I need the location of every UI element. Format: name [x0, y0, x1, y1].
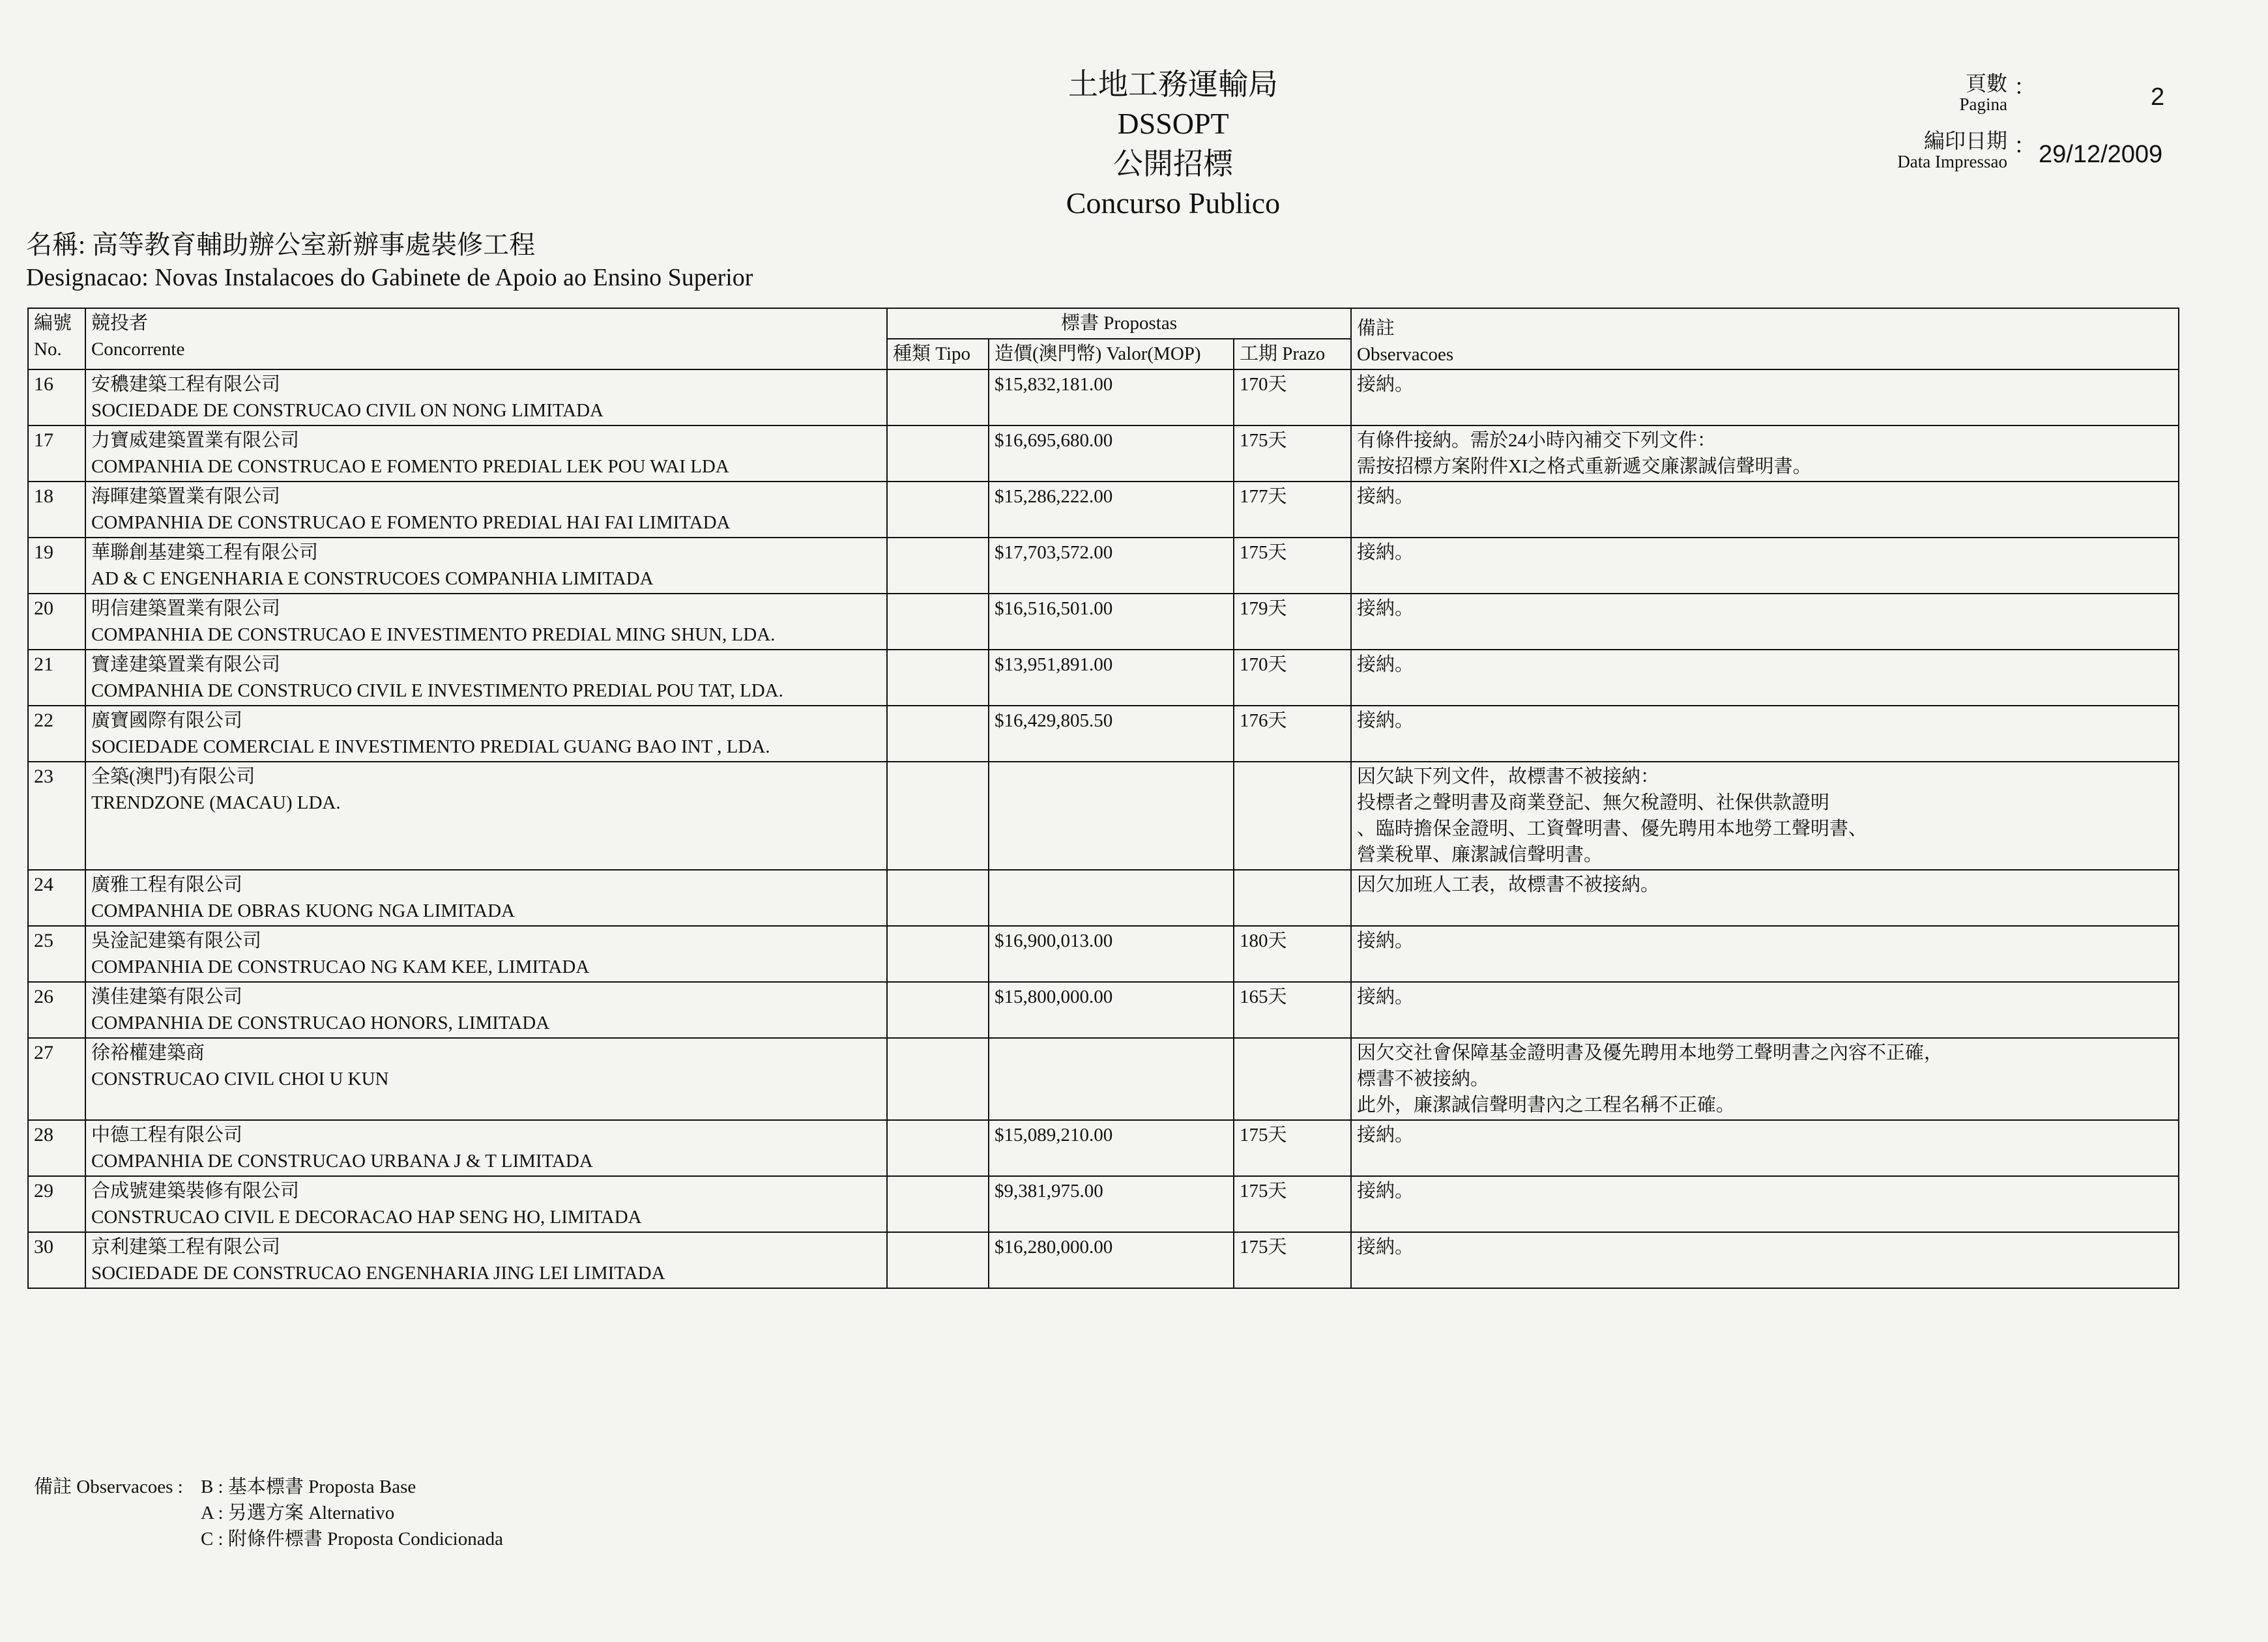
- footer-label: 備註 Observacoes :: [34, 1476, 183, 1497]
- table-row: [28, 482, 2179, 538]
- row-bidder: [85, 425, 887, 482]
- row-valor: $15,800,000.00: [989, 982, 1234, 1038]
- row-number: 30: [28, 1232, 85, 1288]
- row-observations: [1351, 369, 2179, 425]
- page-label: 頁數 Pagina: [1959, 72, 2007, 114]
- bidder-name-pt: TRENDZONE (MACAU) LDA.: [91, 792, 341, 813]
- row-tipo: [887, 870, 989, 926]
- bidder-name-cn: 中德工程有限公司: [91, 1125, 243, 1145]
- table-row: [28, 926, 2179, 982]
- row-prazo: 176天: [1234, 706, 1351, 762]
- row-tipo: [887, 706, 989, 762]
- observation-line: 接納。: [1357, 374, 1414, 395]
- header-no: 編號 No.: [28, 308, 85, 369]
- observation-line: 投標者之聲明書及商業登記、無欠稅證明、社保供款證明: [1357, 792, 1830, 813]
- table-row: [28, 1038, 2179, 1120]
- row-prazo: [1234, 762, 1351, 870]
- table-row: [28, 870, 2179, 926]
- row-prazo: 175天: [1234, 1176, 1351, 1232]
- legend-item-base: B : 基本標書 Proposta Base: [200, 1476, 416, 1497]
- observation-line: 因欠缺下列文件，故標書不被接納：: [1357, 766, 1660, 787]
- row-bidder: [85, 762, 887, 870]
- row-number: 21: [28, 650, 85, 706]
- bidder-name-pt: COMPANHIA DE CONSTRUCAO E FOMENTO PREDIAL HAI FAI LIMITADA: [91, 512, 731, 533]
- header-valor: 造價(澳門幣) Valor(MOP): [989, 339, 1234, 369]
- row-valor: $9,381,975.00: [989, 1176, 1234, 1232]
- date-colon: ：: [2014, 134, 2036, 158]
- observation-line: 接納。: [1357, 1237, 1414, 1258]
- table-row: [28, 538, 2179, 594]
- row-tipo: [887, 482, 989, 538]
- observation-line: 接納。: [1357, 654, 1414, 675]
- bidder-name-cn: 海暉建築置業有限公司: [91, 486, 281, 507]
- table-row: [28, 1176, 2179, 1232]
- bidder-name-cn: 力寶威建築置業有限公司: [91, 430, 300, 451]
- row-tipo: [887, 1176, 989, 1232]
- bidder-name-cn: 寶達建築置業有限公司: [91, 654, 281, 675]
- row-tipo: [887, 1232, 989, 1288]
- observation-line: 、臨時擔保金證明、工資聲明書、優先聘用本地勞工聲明書、: [1357, 818, 1868, 839]
- header-prazo: 工期 Prazo: [1234, 339, 1351, 369]
- observation-line: 有條件接納。需於24小時內補交下列文件：: [1357, 430, 1717, 451]
- row-number: 27: [28, 1038, 85, 1120]
- bidder-name-pt: CONSTRUCAO CIVIL E DECORACAO HAP SENG HO, LIMITADA: [91, 1207, 642, 1228]
- row-observations: [1351, 1176, 2179, 1232]
- footer-list: [201, 1474, 503, 1552]
- row-observations: [1351, 706, 2179, 762]
- row-bidder: [85, 706, 887, 762]
- bidder-name-pt: SOCIEDADE COMERCIAL E INVESTIMENTO PREDIAL GUANG BAO INT , LDA.: [91, 736, 770, 757]
- bidder-name-pt: SOCIEDADE DE CONSTRUCAO CIVIL ON NONG LIMITADA: [91, 400, 604, 421]
- header-tipo: 種類 Tipo: [887, 339, 989, 369]
- department-title-cn: 土地工務運輸局: [1068, 68, 1278, 101]
- row-bidder: [85, 926, 887, 982]
- row-bidder: [85, 870, 887, 926]
- table-row: [28, 1232, 2179, 1288]
- observation-line: 因欠加班人工表，故標書不被接納。: [1357, 874, 1660, 895]
- row-bidder: [85, 1038, 887, 1120]
- bidder-name-pt: COMPANHIA DE OBRAS KUONG NGA LIMITADA: [91, 900, 515, 921]
- row-number: 19: [28, 538, 85, 594]
- bidder-name-cn: 廣雅工程有限公司: [91, 874, 243, 895]
- row-prazo: 179天: [1234, 594, 1351, 650]
- row-valor: $13,951,891.00: [989, 650, 1234, 706]
- row-number: 25: [28, 926, 85, 982]
- row-observations: [1351, 538, 2179, 594]
- row-tipo: [887, 538, 989, 594]
- row-bidder: [85, 1176, 887, 1232]
- observation-line: 接納。: [1357, 1125, 1414, 1145]
- header-observations: 備註 Observacoes: [1351, 308, 2179, 369]
- bidder-name-cn: 漢佳建築有限公司: [91, 987, 243, 1007]
- observation-line: 此外，廉潔誠信聲明書內之工程名稱不正確。: [1357, 1095, 1736, 1116]
- observation-line: 接納。: [1357, 486, 1414, 507]
- header-bidder: 競投者 Concorrente: [85, 308, 887, 369]
- row-number: 20: [28, 594, 85, 650]
- row-prazo: 175天: [1234, 538, 1351, 594]
- page-number: 2: [2151, 83, 2165, 111]
- row-valor: $15,832,181.00: [989, 369, 1234, 425]
- row-tipo: [887, 650, 989, 706]
- row-bidder: [85, 369, 887, 425]
- print-date: 29/12/2009: [2039, 141, 2163, 168]
- row-tipo: [887, 369, 989, 425]
- bidder-name-cn: 徐裕權建築商: [91, 1043, 205, 1063]
- bidder-name-pt: COMPANHIA DE CONSTRUCAO HONORS, LIMITADA: [91, 1013, 550, 1033]
- row-observations: [1351, 482, 2179, 538]
- bidder-name-cn: 京利建築工程有限公司: [91, 1237, 281, 1258]
- bidder-name-pt: COMPANHIA DE CONSTRUCAO E FOMENTO PREDIAL LEK POU WAI LDA: [91, 456, 729, 477]
- table-header-row: [28, 308, 2179, 339]
- row-observations: [1351, 594, 2179, 650]
- bidder-name-cn: 吳淦記建築有限公司: [91, 930, 262, 951]
- row-number: 24: [28, 870, 85, 926]
- bidder-name-cn: 安穠建築工程有限公司: [91, 374, 281, 395]
- row-bidder: [85, 650, 887, 706]
- observation-line: 接納。: [1357, 987, 1414, 1007]
- bidder-name-pt: COMPANHIA DE CONSTRUCAO NG KAM KEE, LIMITADA: [91, 957, 590, 977]
- bidder-name-cn: 明信建築置業有限公司: [91, 598, 281, 619]
- table-row: [28, 706, 2179, 762]
- row-valor: [989, 870, 1234, 926]
- row-observations: [1351, 425, 2179, 482]
- page-colon: ：: [2014, 76, 2036, 100]
- footer-legend: [34, 1474, 503, 1552]
- bidder-name-pt: COMPANHIA DE CONSTRUCAO URBANA J & T LIMITADA: [91, 1151, 593, 1172]
- row-observations: [1351, 1120, 2179, 1176]
- table-row: [28, 982, 2179, 1038]
- row-bidder: [85, 1232, 887, 1288]
- row-prazo: 175天: [1234, 425, 1351, 482]
- table-row: [28, 1120, 2179, 1176]
- row-prazo: 177天: [1234, 482, 1351, 538]
- observation-line: 接納。: [1357, 710, 1414, 731]
- row-prazo: [1234, 870, 1351, 926]
- print-date-label: 編印日期 Data Impressao: [1897, 129, 2007, 171]
- row-tipo: [887, 425, 989, 482]
- row-bidder: [85, 538, 887, 594]
- table-row: [28, 369, 2179, 425]
- row-number: 17: [28, 425, 85, 482]
- row-bidder: [85, 1120, 887, 1176]
- row-prazo: 170天: [1234, 650, 1351, 706]
- row-number: 29: [28, 1176, 85, 1232]
- row-tipo: [887, 1120, 989, 1176]
- observation-line: 接納。: [1357, 542, 1414, 563]
- row-number: 16: [28, 369, 85, 425]
- row-number: 22: [28, 706, 85, 762]
- legend-item-alternative: A : 另選方案 Alternativo: [200, 1503, 395, 1523]
- row-valor: $16,900,013.00: [989, 926, 1234, 982]
- row-valor: $16,280,000.00: [989, 1232, 1234, 1288]
- row-valor: $16,695,680.00: [989, 425, 1234, 482]
- row-bidder: [85, 982, 887, 1038]
- row-valor: [989, 1038, 1234, 1120]
- legend-item-conditional: C : 附條件標書 Proposta Condicionada: [200, 1529, 503, 1549]
- row-valor: [989, 762, 1234, 870]
- row-observations: [1351, 870, 2179, 926]
- bidder-name-pt: SOCIEDADE DE CONSTRUCAO ENGENHARIA JING LEI LIMITADA: [91, 1263, 665, 1284]
- row-valor: $15,286,222.00: [989, 482, 1234, 538]
- row-valor: $16,429,805.50: [989, 706, 1234, 762]
- header-proposals: 標書 Propostas: [887, 308, 1351, 339]
- bidder-name-cn: 合成號建築裝修有限公司: [91, 1181, 300, 1202]
- observation-line: 需按招標方案附件XI之格式重新遞交廉潔誠信聲明書。: [1357, 456, 1812, 477]
- row-observations: [1351, 926, 2179, 982]
- bidder-name-pt: COMPANHIA DE CONSTRUCAO E INVESTIMENTO PREDIAL MING SHUN, LDA.: [91, 624, 776, 645]
- bidder-name-cn: 全築(澳門)有限公司: [91, 766, 255, 787]
- bidder-name-cn: 華聯創基建築工程有限公司: [91, 542, 319, 563]
- observation-line: 接納。: [1357, 930, 1414, 951]
- bidder-name-pt: COMPANHIA DE CONSTRUCO CIVIL E INVESTIMENTO PREDIAL POU TAT, LDA.: [91, 680, 783, 701]
- row-prazo: 170天: [1234, 369, 1351, 425]
- observation-line: 營業稅單、廉潔誠信聲明書。: [1357, 844, 1603, 865]
- row-number: 26: [28, 982, 85, 1038]
- project-name-pt: Designacao: Novas Instalacoes do Gabinete de Apoio ao Ensino Superior: [26, 264, 753, 291]
- tender-type-cn: 公開招標: [1113, 147, 1233, 180]
- table-row: [28, 762, 2179, 870]
- row-valor: $15,089,210.00: [989, 1120, 1234, 1176]
- row-observations: [1351, 982, 2179, 1038]
- bidder-name-pt: CONSTRUCAO CIVIL CHOI U KUN: [91, 1069, 389, 1089]
- row-bidder: [85, 482, 887, 538]
- observation-line: 標書不被接納。: [1357, 1069, 1490, 1089]
- table-row: [28, 650, 2179, 706]
- tender-type-pt: Concurso Publico: [1066, 186, 1281, 220]
- row-observations: [1351, 1038, 2179, 1120]
- project-name-cn: 名稱: 高等教育輔助辦公室新辦事處裝修工程: [26, 230, 536, 259]
- row-number: 28: [28, 1120, 85, 1176]
- row-prazo: 180天: [1234, 926, 1351, 982]
- row-valor: $17,703,572.00: [989, 538, 1234, 594]
- row-valor: $16,516,501.00: [989, 594, 1234, 650]
- bidder-name-cn: 廣寶國際有限公司: [91, 710, 243, 731]
- row-number: 18: [28, 482, 85, 538]
- table-row: [28, 594, 2179, 650]
- row-tipo: [887, 594, 989, 650]
- row-tipo: [887, 1038, 989, 1120]
- row-prazo: 175天: [1234, 1120, 1351, 1176]
- observation-line: 接納。: [1357, 1181, 1414, 1202]
- row-observations: [1351, 1232, 2179, 1288]
- row-tipo: [887, 762, 989, 870]
- row-bidder: [85, 594, 887, 650]
- row-prazo: 175天: [1234, 1232, 1351, 1288]
- department-title-en: DSSOPT: [1117, 107, 1229, 140]
- row-tipo: [887, 926, 989, 982]
- bids-table: [27, 308, 2179, 1289]
- row-prazo: [1234, 1038, 1351, 1120]
- bidder-name-pt: AD & C ENGENHARIA E CONSTRUCOES COMPANHIA LIMITADA: [91, 568, 654, 589]
- row-tipo: [887, 982, 989, 1038]
- row-observations: [1351, 762, 2179, 870]
- table-row: [28, 425, 2179, 482]
- observation-line: 接納。: [1357, 598, 1414, 619]
- row-number: 23: [28, 762, 85, 870]
- row-observations: [1351, 650, 2179, 706]
- observation-line: 因欠交社會保障基金證明書及優先聘用本地勞工聲明書之內容不正確，: [1357, 1043, 1943, 1063]
- row-prazo: 165天: [1234, 982, 1351, 1038]
